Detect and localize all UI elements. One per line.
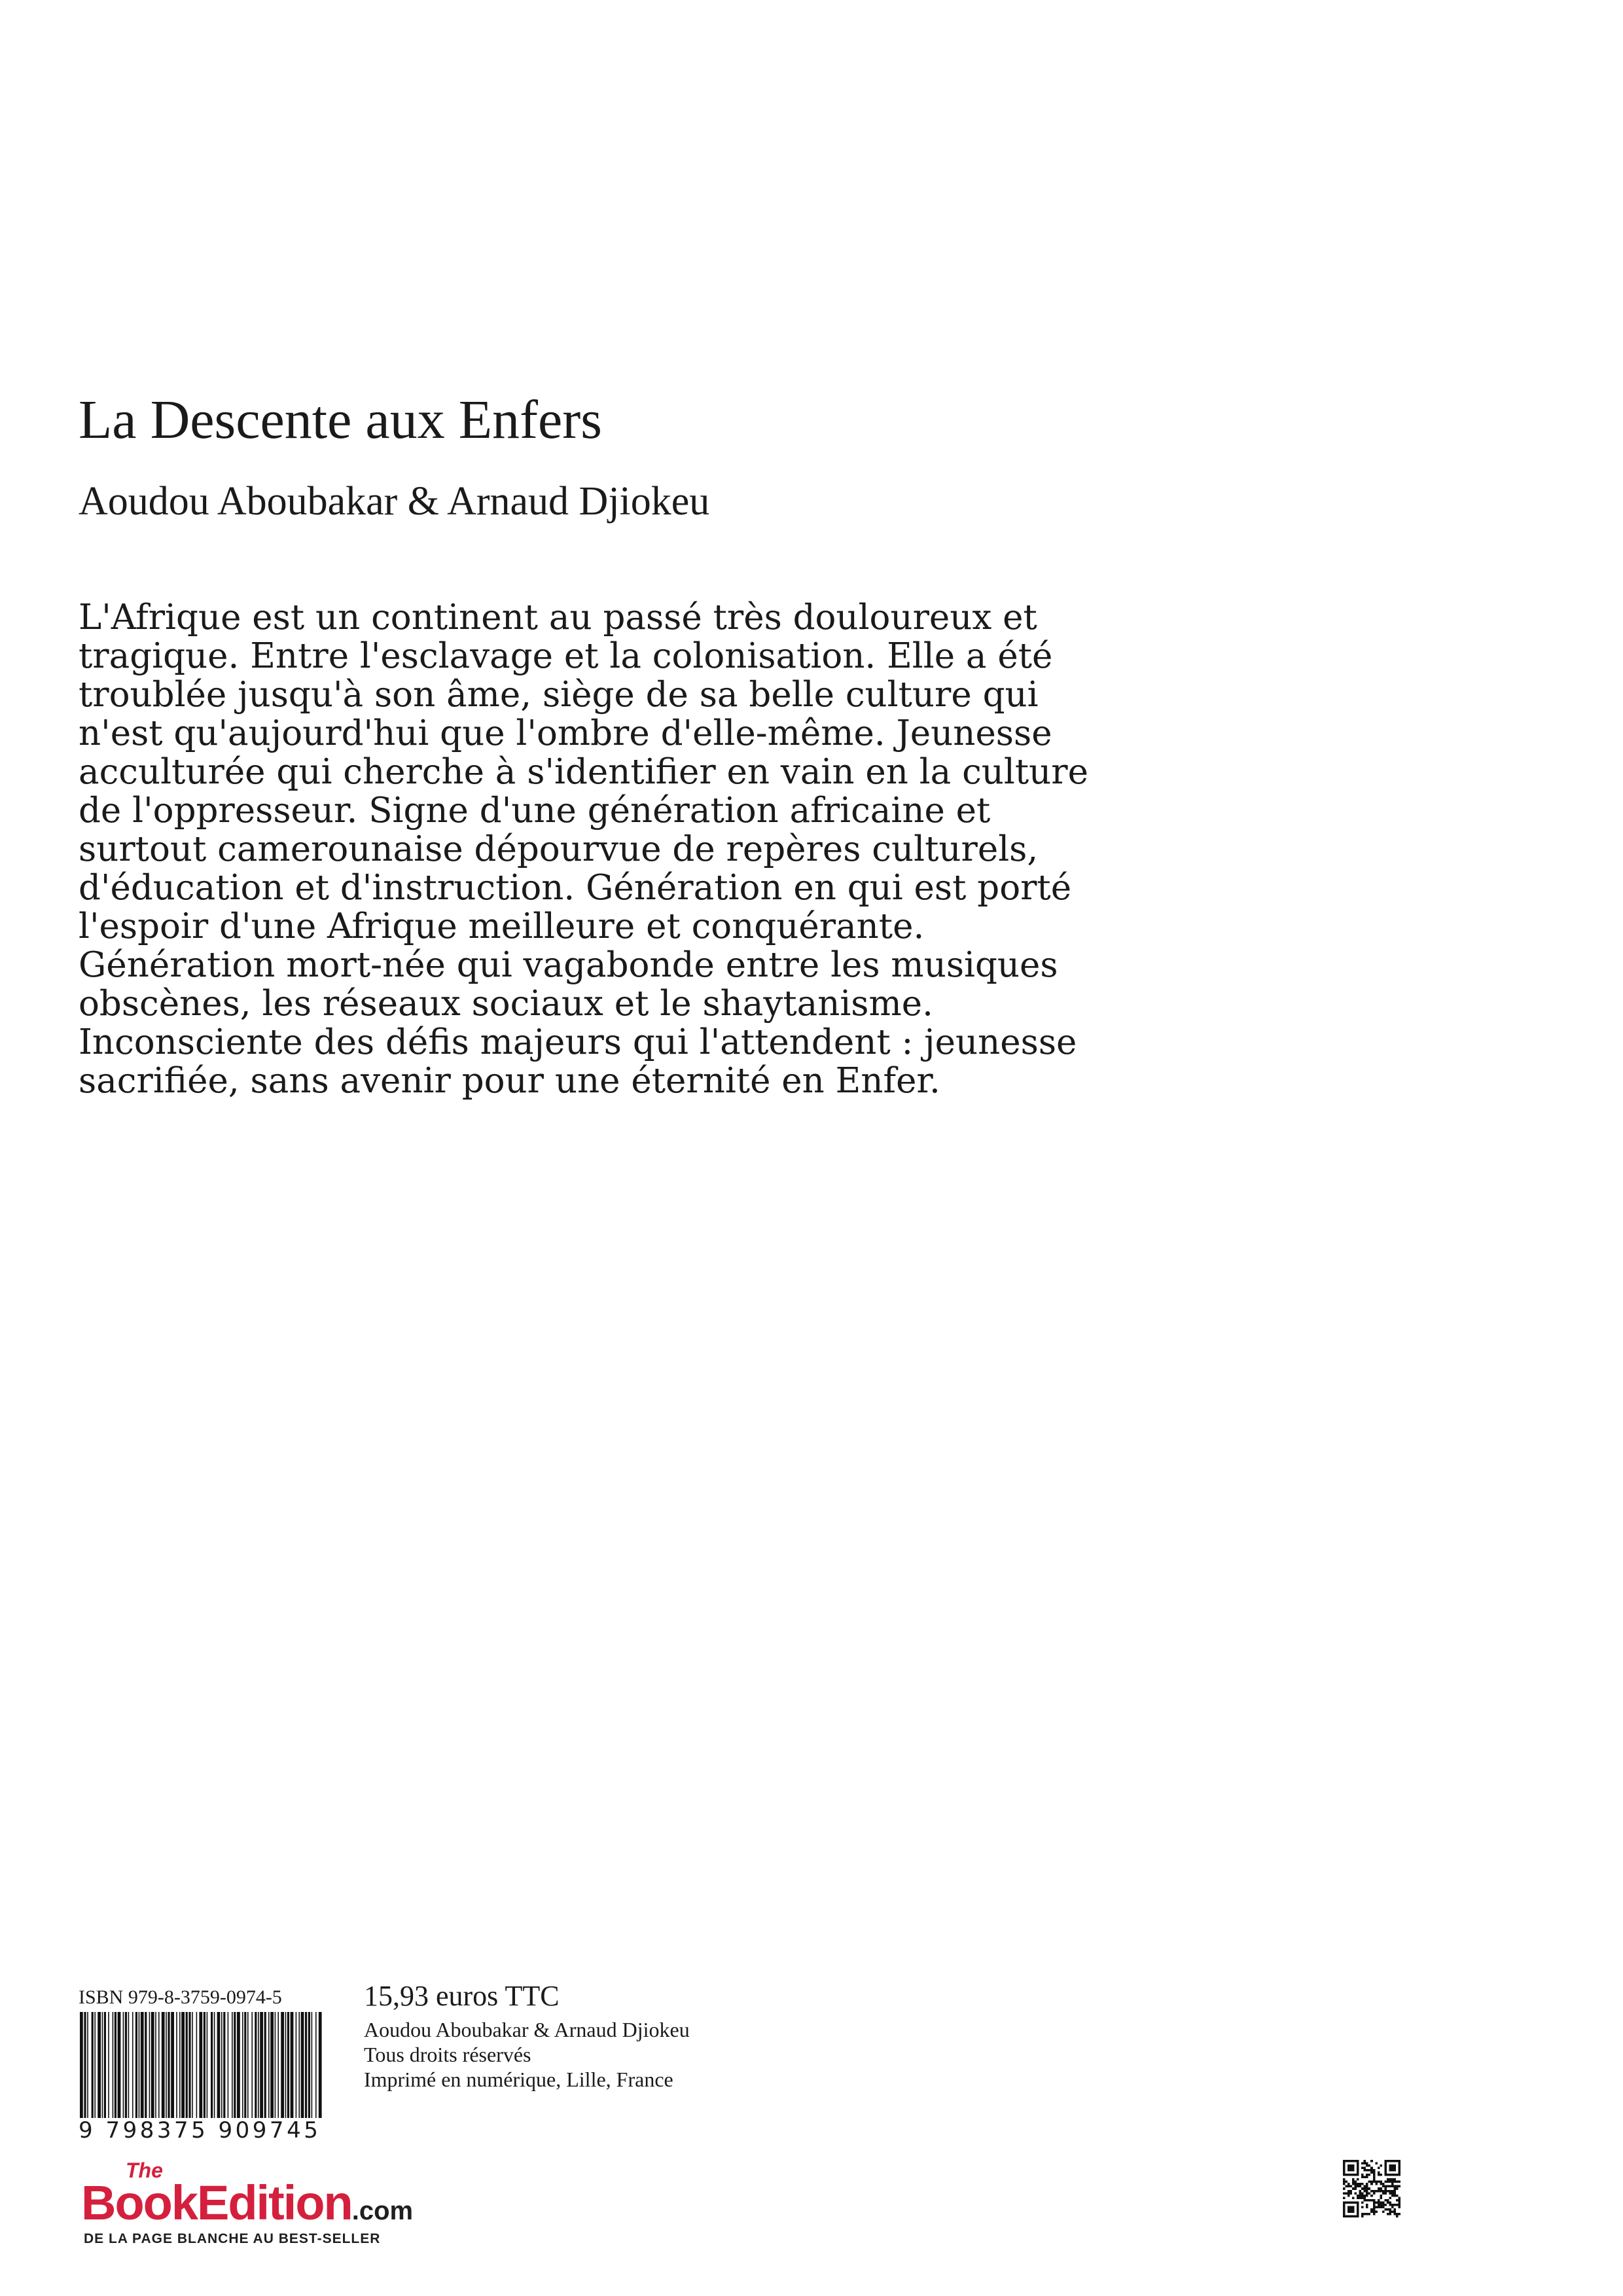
imprint-printed: Imprimé en numérique, Lille, France <box>364 2068 673 2091</box>
blurb-line: d'éducation et d'instruction. Génération en qui est porté <box>79 868 1072 908</box>
imprint-rights: Tous droits réservés <box>364 2043 531 2066</box>
blurb-line: L'Afrique est un continent au passé très douloureux et <box>79 598 1037 637</box>
logo-domain: .com <box>351 2197 414 2225</box>
blurb-line: sacrifiée, sans avenir pour une éternité en Enfer. <box>79 1061 940 1101</box>
imprint-authors: Aoudou Aboubakar & Arnaud Djiokeu <box>364 2018 690 2041</box>
back-cover-blurb <box>79 598 1270 1100</box>
blurb-line: tragique. Entre l'esclavage et la colonisation. Elle a été <box>79 636 1053 676</box>
qr-code-icon <box>1343 2160 1400 2217</box>
blurb-line: surtout camerounaise dépourvue de repères culturels, <box>79 829 1039 869</box>
blurb-line: Génération mort-née qui vagabonde entre les musiques <box>79 945 1058 985</box>
blurb-line: l'espoir d'une Afrique meilleure et conquérante. <box>79 906 925 946</box>
blurb-line: Inconsciente des défis majeurs qui l'attendent : jeunesse <box>79 1022 1077 1062</box>
isbn-label: ISBN 979-8-3759-0974-5 <box>79 1986 282 2008</box>
publisher-logo <box>79 2159 471 2250</box>
price: 15,93 euros TTC <box>364 1980 560 2012</box>
blurb-line: obscènes, les réseaux sociaux et le shaytanisme. <box>79 984 933 1024</box>
logo-wordmark <box>81 2177 413 2237</box>
barcode-digits: 9 798375 909745 <box>79 2118 323 2143</box>
logo-the: The <box>126 2159 163 2182</box>
blurb-line: de l'oppresseur. Signe d'une génération africaine et <box>79 791 991 831</box>
book-title: La Descente aux Enfers <box>79 389 602 450</box>
blurb-line: acculturée qui cherche à s'identifier en vain en la culture <box>79 752 1089 792</box>
blurb-line: troublée jusqu'à son âme, siège de sa belle culture qui <box>79 675 1039 715</box>
blurb-line: n'est qu'aujourd'hui que l'ombre d'elle-même. Jeunesse <box>79 713 1052 753</box>
logo-name: BookEdition <box>81 2176 352 2230</box>
book-authors: Aoudou Aboubakar & Arnaud Djiokeu <box>79 479 710 524</box>
logo-tagline: DE LA PAGE BLANCHE AU BEST-SELLER <box>84 2231 381 2246</box>
